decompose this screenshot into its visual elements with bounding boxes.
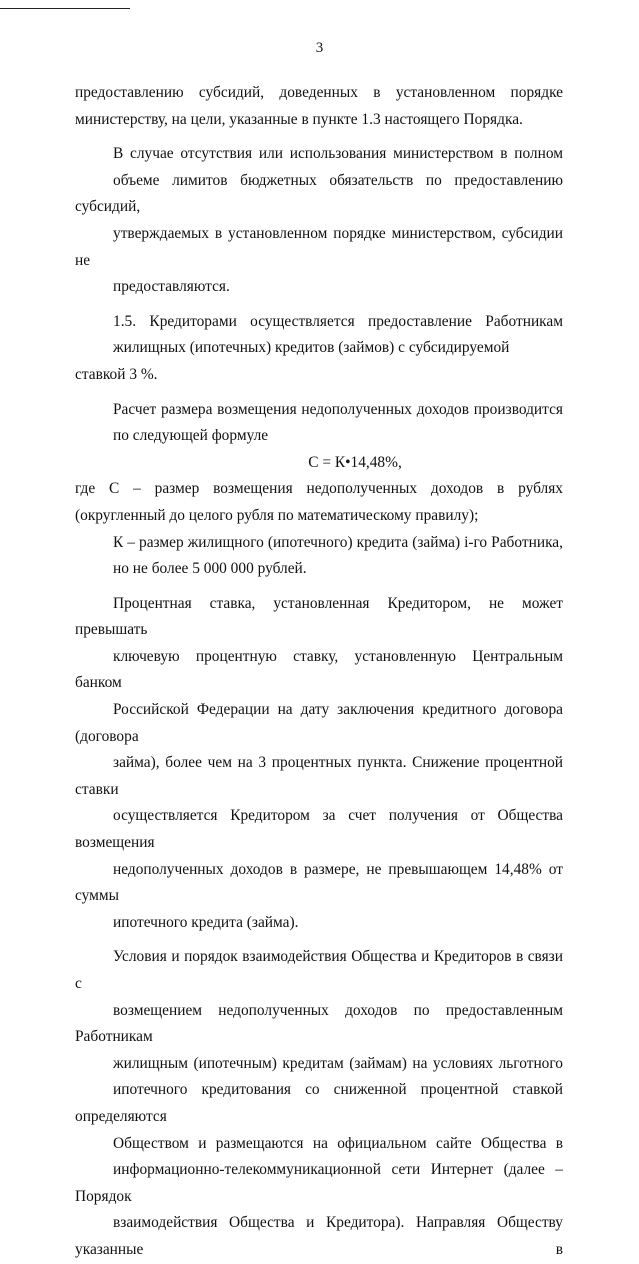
text-line: В случае отсутствия или использования министерством в полном bbox=[113, 145, 563, 163]
paragraph-calculation-intro bbox=[75, 397, 563, 450]
text-line: Расчет размера возмещения недополученных доходов производится bbox=[113, 400, 563, 418]
paragraph-formula-legend-k bbox=[75, 530, 563, 583]
text-line: ипотечного кредитования со сниженной процентной ставкой определяются bbox=[75, 1081, 563, 1125]
paragraph-limits-absence bbox=[75, 141, 563, 301]
text-line: займа), более чем на 3 процентных пункта. Снижение процентной ставки bbox=[75, 754, 563, 798]
paragraph-subsidies-continuation bbox=[75, 80, 563, 133]
page-number: 3 bbox=[315, 40, 324, 56]
corner-rule-line bbox=[0, 8, 130, 9]
text-line: по следующей формуле bbox=[113, 427, 269, 445]
text-line: ипотечного кредита (займа). bbox=[113, 913, 299, 931]
text-line: утверждаемых в установленном порядке министерством, субсидии не bbox=[75, 224, 563, 269]
text-line: Обществом и размещаются на официальном сайте Общества в bbox=[113, 1134, 563, 1152]
text-line: Процентная ставка, установленная Кредитором, не может превышать bbox=[75, 594, 563, 639]
paragraph-interest-rate bbox=[75, 591, 563, 937]
text-line: информационно-телекоммуникационной сети Интернет (далее – Порядок bbox=[75, 1161, 563, 1205]
text-line: (округленный до целого рубля по математическому правилу); bbox=[75, 506, 479, 524]
text-line: объеме лимитов бюджетных обязательств по предоставлению субсидий, bbox=[75, 171, 563, 216]
formula-text: С = К•14,48%, bbox=[308, 453, 402, 471]
text-line: К – размер жилищного (ипотечного) кредита (займа) i-го Работника, bbox=[113, 533, 563, 551]
text-line: взаимодействия Общества и Кредитора). Направляя Обществу указанные в bbox=[75, 1214, 563, 1258]
text-line: Условия и порядок взаимодействия Общества и Кредиторов в связи с bbox=[75, 948, 563, 992]
paragraph-interaction-conditions bbox=[75, 944, 563, 1263]
paragraph-clause-1-5 bbox=[75, 309, 563, 389]
text-line: 1.5. Кредиторами осуществляется предоставление Работникам bbox=[113, 312, 563, 330]
text-line: предоставлению субсидий, доведенных в установленном порядке bbox=[75, 84, 563, 101]
paragraph-formula-legend-c bbox=[75, 476, 563, 529]
text-line: но не более 5 000 000 рублей. bbox=[113, 560, 307, 578]
text-line: возмещением недополученных доходов по предоставленным Работникам bbox=[75, 1001, 563, 1046]
text-line: недополученных доходов в размере, не превышающем 14,48% от суммы bbox=[75, 860, 563, 905]
text-line: осуществляется Кредитором за счет получения от Общества возмещения bbox=[75, 807, 563, 852]
text-line: Российской Федерации на дату заключения кредитного договора (договора bbox=[75, 701, 563, 745]
text-line: министерству, на цели, указанные в пункте 1.3 настоящего Порядка. bbox=[75, 110, 523, 128]
text-line: ключевую процентную ставку, установленную Центральным банком bbox=[75, 647, 563, 692]
document-body bbox=[75, 80, 563, 1264]
text-line: предоставляются. bbox=[113, 278, 230, 296]
text-line: жилищным (ипотечным) кредитам (займам) на условиях льготного bbox=[113, 1054, 563, 1072]
text-line: жилищных (ипотечных) кредитов (займов) с субсидируемой ставкой 3 %. bbox=[75, 339, 510, 383]
formula bbox=[75, 450, 563, 477]
text-line: где С – размер возмещения недополученных доходов в рублях bbox=[75, 480, 563, 498]
